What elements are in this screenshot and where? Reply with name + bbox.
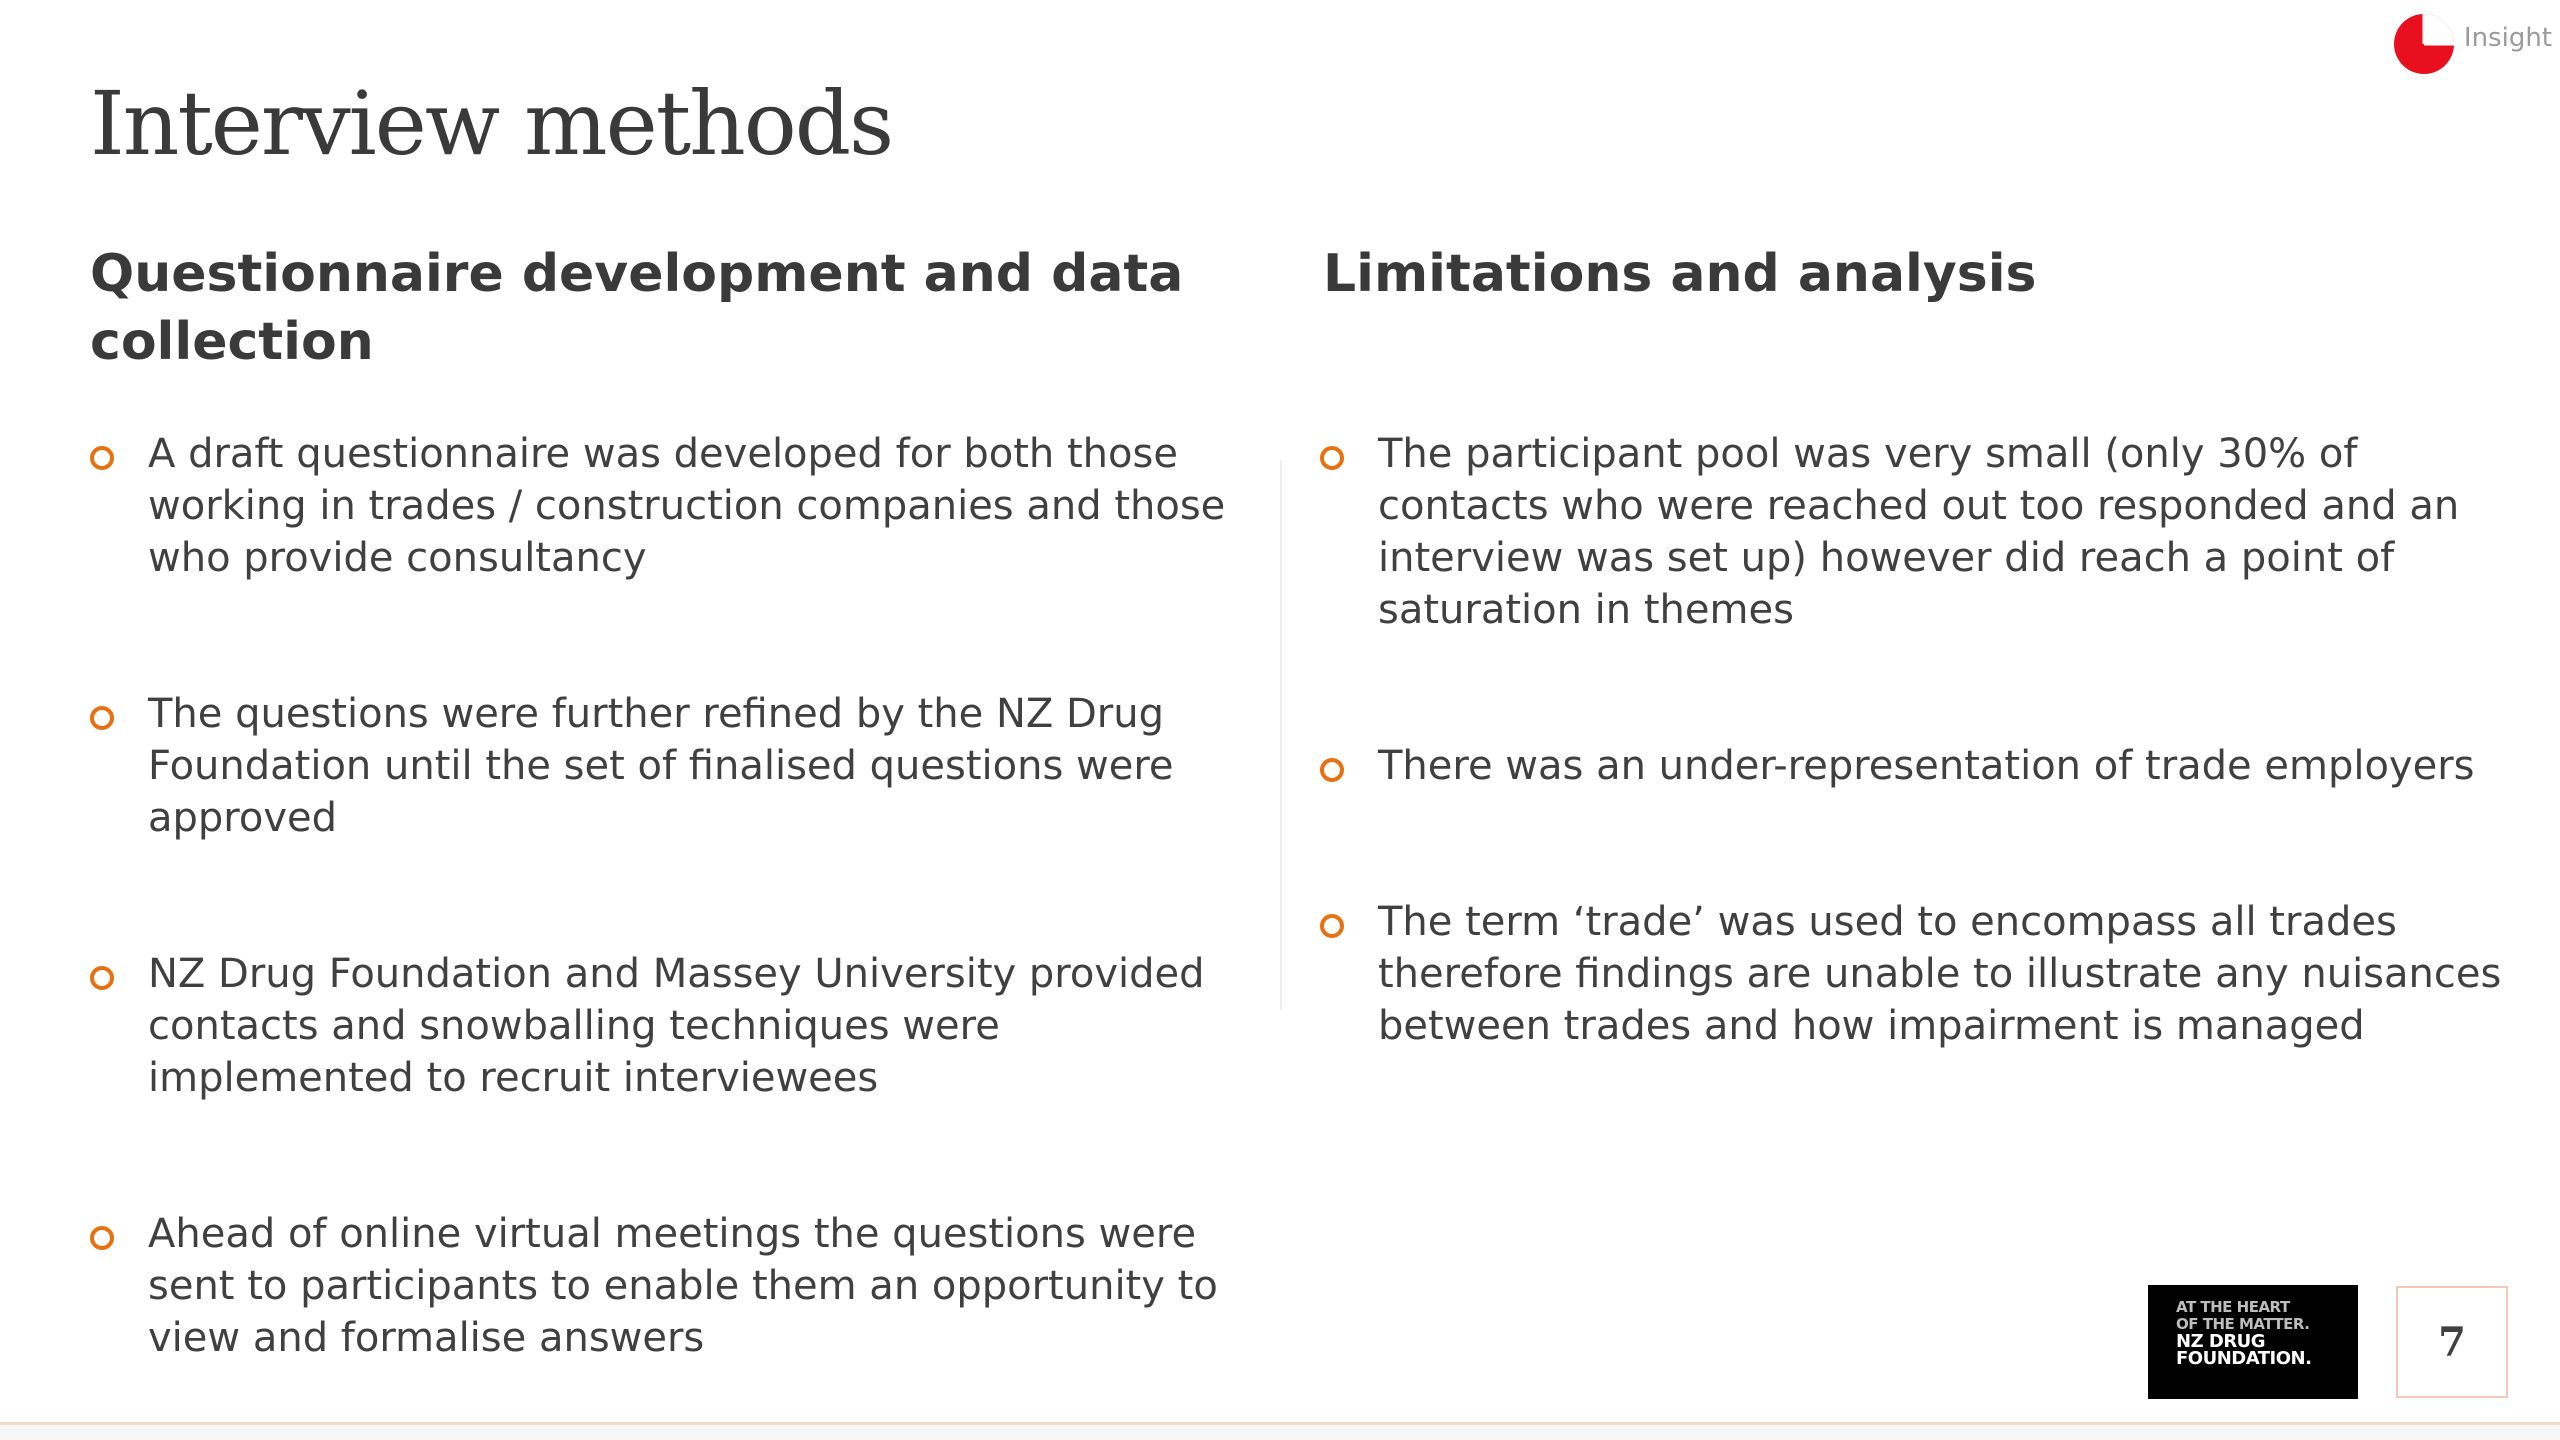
page-title: Interview methods: [90, 72, 893, 175]
hollow-circle-icon: [90, 966, 114, 990]
column-divider: [1280, 460, 1282, 1010]
logo-name-line1: NZ DRUG: [2176, 1331, 2266, 1352]
page-number: 7: [2396, 1286, 2508, 1398]
hollow-circle-icon: [90, 706, 114, 730]
bullet-text: A draft questionnaire was developed for both those working in trades / construction companies and those who provide consultancy: [148, 431, 1226, 581]
list-item: [1320, 428, 2520, 636]
pie-chart-icon: [2392, 12, 2456, 76]
list-item: [90, 428, 1250, 584]
list-item: [90, 948, 1250, 1104]
brand-label: Insight: [2463, 23, 2552, 53]
hollow-circle-icon: [90, 1226, 114, 1250]
bullet-text: The term ‘trade’ was used to encompass all trades therefore findings are unable to illustrate any nuisances between trades and how impairment is managed: [1378, 899, 2502, 1049]
list-item: [90, 1208, 1250, 1364]
left-column-heading: Questionnaire development and data collection: [90, 244, 1184, 372]
bullet-text: NZ Drug Foundation and Massey University provided contacts and snowballing techniques were implemented to recruit interviewees: [148, 951, 1205, 1101]
bullet-text: There was an under-representation of trade employers: [1378, 743, 2475, 789]
list-item: [1320, 740, 2520, 792]
list-item: [1320, 896, 2520, 1052]
logo-tagline-line2: OF THE MATTER.: [2176, 1315, 2310, 1333]
bullet-text: The questions were further refined by the NZ Drug Foundation until the set of finalised questions were approved: [148, 691, 1174, 841]
hollow-circle-icon: [1320, 758, 1344, 782]
hollow-circle-icon: [1320, 914, 1344, 938]
right-column-heading: Limitations and analysis: [1323, 244, 2037, 304]
logo-tagline-line1: AT THE HEART: [2176, 1298, 2290, 1316]
logo-name-line2: FOUNDATION.: [2176, 1348, 2312, 1369]
bullet-text: Ahead of online virtual meetings the questions were sent to participants to enable them an opportunity to view and formalise answers: [148, 1211, 1218, 1361]
hollow-circle-icon: [90, 446, 114, 470]
footer-band: [0, 1425, 2560, 1440]
brand-logo: [2392, 12, 2552, 76]
hollow-circle-icon: [1320, 446, 1344, 470]
nz-drug-foundation-logo: [2148, 1285, 2358, 1399]
bullet-text: The participant pool was very small (only 30% of contacts who were reached out too responded and an interview was set up) however did reach a point of saturation in themes: [1378, 431, 2460, 633]
list-item: [90, 688, 1250, 844]
